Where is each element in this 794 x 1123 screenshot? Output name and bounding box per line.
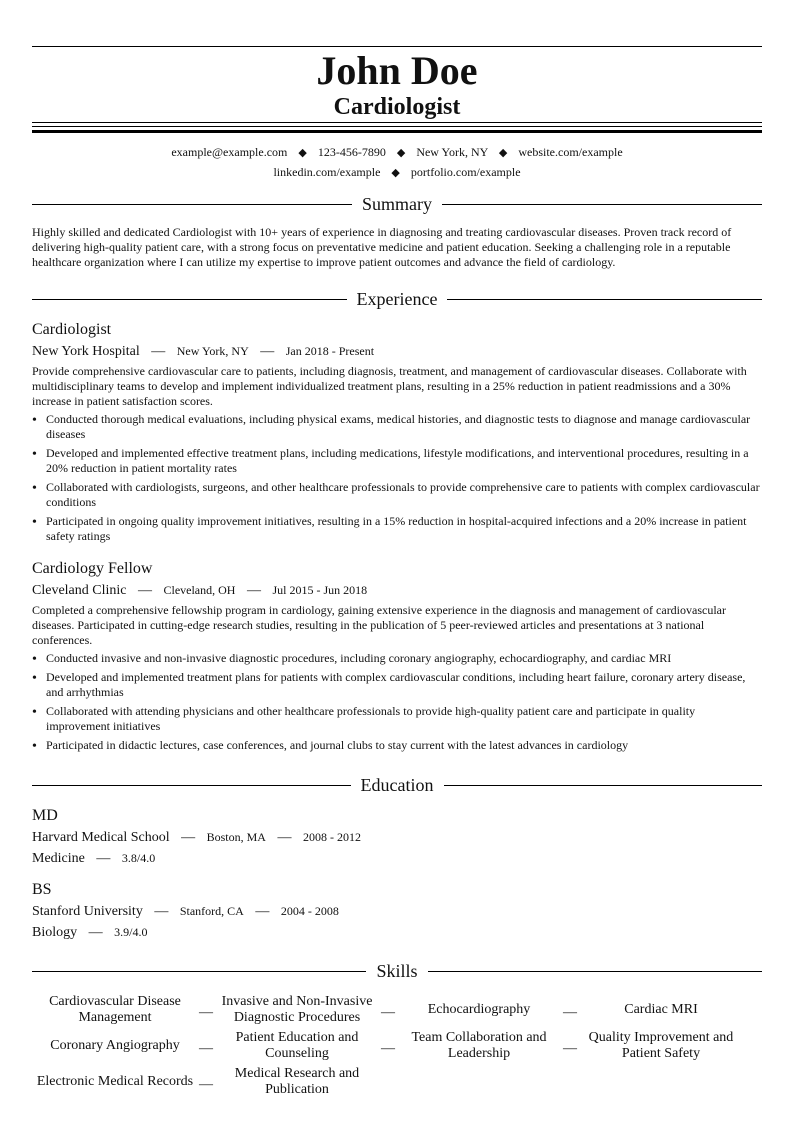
education-entry [32, 880, 762, 942]
list-item: • Developed and implemented treatment plans for patients with complex cardiovascular conditions, including heart failure, coronary artery disease, and arrhythmias [32, 670, 762, 700]
education-dates: 2004 - 2008 [280, 904, 339, 918]
skills-row [32, 1028, 762, 1064]
section-title: Education [360, 775, 434, 795]
dash-separator: — [277, 830, 292, 845]
dash-separator: — [381, 1005, 395, 1020]
contact-phone[interactable]: 123-456-7890 [317, 145, 386, 159]
skill-item: Coronary Angiography [50, 1038, 180, 1053]
section-header-summary [32, 193, 762, 215]
list-item: • Participated in ongoing quality improvement initiatives, resulting in a 15% reduction in hospital-acquired infections and a 20% increase in patient safety ratings [32, 514, 762, 544]
list-item: • Conducted thorough medical evaluations, including physical exams, medical histories, and diagnostic tests to diagnose and manage cardiovascular diseases [32, 412, 762, 442]
section-title: Experience [356, 289, 438, 309]
skill-item: Team Collaboration and Leadership [411, 1030, 547, 1061]
skill-item: Invasive and Non-Invasive Diagnostic Procedures [221, 994, 373, 1025]
dash-separator: — [260, 344, 275, 359]
contact-website[interactable]: website.com/example [518, 145, 623, 159]
education-entry [32, 806, 762, 868]
dash-separator: — [255, 904, 270, 919]
school: Harvard Medical School [32, 830, 170, 845]
skills-grid [32, 992, 762, 1100]
gpa: 3.8/4.0 [121, 851, 156, 865]
dash-separator: — [563, 1005, 577, 1020]
job-location: Cleveland, OH [163, 583, 236, 597]
section-header-experience [32, 288, 762, 310]
section-rule [428, 971, 762, 972]
dash-separator: — [154, 904, 169, 919]
dash-separator: — [96, 851, 111, 866]
skill-item: Medical Research and Publication [234, 1066, 360, 1097]
list-item: • Conducted invasive and non-invasive diagnostic procedures, including coronary angiography, echocardiography, and cardiac MRI [32, 651, 762, 666]
dash-separator: — [246, 583, 261, 598]
job-location: New York, NY [176, 344, 249, 358]
dash-separator: — [563, 1041, 577, 1056]
skill-item: Quality Improvement and Patient Safety [588, 1030, 734, 1061]
diamond-separator-icon: ◆ [391, 167, 400, 179]
experience-entry [32, 320, 762, 548]
diamond-separator-icon: ◆ [498, 147, 508, 159]
candidate-name: John Doe [316, 48, 478, 93]
dash-separator: — [199, 1041, 213, 1056]
diamond-separator-icon: ◆ [298, 147, 307, 159]
field-of-study: Medicine [32, 851, 85, 866]
job-meta [32, 342, 762, 361]
dash-separator: — [137, 583, 152, 598]
contact-line-2 [32, 164, 762, 181]
contact-line-1 [32, 144, 762, 161]
candidate-title: Cardiologist [333, 94, 461, 120]
contact-linkedin[interactable]: linkedin.com/example [273, 165, 381, 179]
dash-separator: — [181, 830, 196, 845]
education-dates: 2008 - 2012 [302, 830, 361, 844]
section-header-education [32, 774, 762, 796]
job-bullets [32, 412, 762, 544]
section-rule [32, 785, 351, 786]
job-bullets [32, 651, 762, 753]
section-rule [447, 299, 762, 300]
education-meta [32, 902, 762, 921]
job-title: Cardiologist [32, 321, 112, 338]
field-of-study: Biology [32, 925, 78, 940]
section-title: Summary [362, 194, 432, 214]
section-rule [32, 299, 347, 300]
header-rule-3 [32, 130, 762, 133]
list-item: • Participated in didactic lectures, case conferences, and journal clubs to stay current with the latest advances in cardiology [32, 738, 762, 753]
contact-location: New York, NY [416, 145, 488, 159]
job-dates: Jul 2015 - Jun 2018 [272, 583, 368, 597]
experience-entry [32, 559, 762, 757]
section-rule [32, 204, 352, 205]
list-item: • Collaborated with cardiologists, surgeons, and other healthcare professionals to provide comprehensive care to patients with complex cardiovascular conditions [32, 480, 762, 510]
header-rule-2 [32, 126, 762, 127]
job-dates: Jan 2018 - Present [285, 344, 375, 358]
section-rule [32, 971, 366, 972]
contact-portfolio[interactable]: portfolio.com/example [410, 165, 521, 179]
skills-row [32, 1064, 762, 1100]
dash-separator: — [199, 1077, 213, 1092]
dash-separator: — [381, 1041, 395, 1056]
job-employer: New York Hospital [32, 344, 140, 359]
gpa: 3.9/4.0 [114, 925, 148, 939]
dash-separator: — [151, 344, 166, 359]
skills-row [32, 992, 762, 1028]
summary-text: Highly skilled and dedicated Cardiologist with 10+ years of experience in diagnosing and treating cardiovascular diseases. Proven track record of delivering high-quality patient care, with a strong focus on preventative medicine and patient education. Seeking a challenging role in a reputable healthcare organization where I can utilize my expertise to improve patient outcomes and advance the field of cardiology. [32, 225, 732, 269]
school: Stanford University [32, 904, 143, 919]
dash-separator: — [199, 1005, 213, 1020]
school-location: Boston, MA [206, 830, 266, 844]
section-header-skills [32, 960, 762, 982]
list-item: • Collaborated with attending physicians and other healthcare professionals to provide high-quality patient care and participate in quality improvement initiatives [32, 704, 762, 734]
education-meta [32, 828, 762, 847]
list-item: • Developed and implemented effective treatment plans, including medications, lifestyle modifications, and interventional procedures, resulting in a 20% reduction in patient mortality rates [32, 446, 762, 476]
skill-item: Echocardiography [427, 1002, 531, 1017]
job-description: Provide comprehensive cardiovascular care to patients, including diagnosis, treatment, and management of cardiovascular diseases. Collaborate with multidisciplinary teams to develop and implement individualized treatment plans, resulting in a 25% reduction in patient readmissions and a 30% increase in patient satisfaction scores. [32, 364, 747, 408]
education-field [32, 923, 762, 942]
job-title: Cardiology Fellow [32, 560, 153, 577]
school-location: Stanford, CA [179, 904, 244, 918]
section-rule [442, 204, 762, 205]
section-rule [444, 785, 763, 786]
skill-item: Electronic Medical Records [36, 1074, 194, 1089]
section-title: Skills [376, 961, 418, 981]
job-employer: Cleveland Clinic [32, 583, 127, 598]
contact-email[interactable]: example@example.com [171, 145, 288, 159]
degree: BS [32, 881, 52, 898]
diamond-separator-icon: ◆ [396, 147, 406, 159]
skill-item: Cardiovascular Disease Management [49, 994, 181, 1025]
job-meta [32, 581, 762, 600]
education-field [32, 849, 762, 868]
job-description: Completed a comprehensive fellowship program in cardiology, gaining extensive experience in the diagnosis and management of cardiovascular diseases. Participated in cutting-edge research studies, resulting in the publication of 5 peer-reviewed articles and presentations at 3 national conferences. [32, 603, 726, 647]
skill-item: Patient Education and Counseling [235, 1030, 359, 1061]
dash-separator: — [88, 925, 103, 940]
header-rule-1 [32, 122, 762, 123]
skill-item: Cardiac MRI [624, 1002, 698, 1017]
degree: MD [32, 807, 58, 824]
